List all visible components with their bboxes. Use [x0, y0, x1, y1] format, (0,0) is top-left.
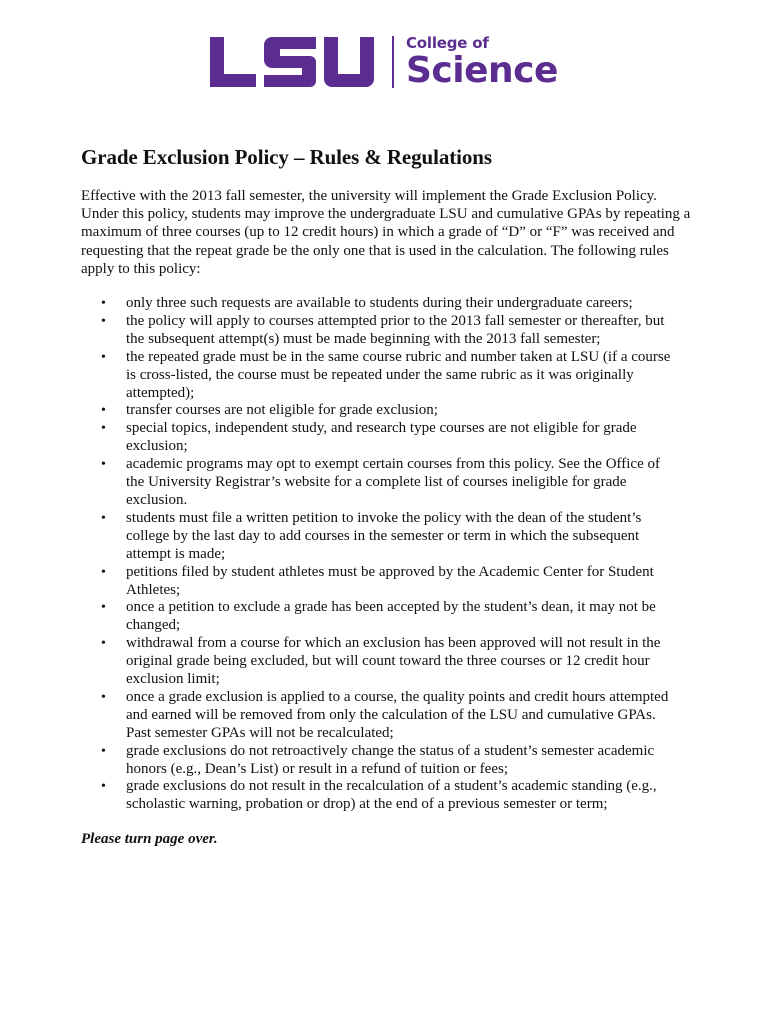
rule-text: the policy will apply to courses attempted prior to the 2013 fall semester or thereafter, but the subsequent attempt(s) must be made beginning with the 2013 fall semester;	[126, 312, 665, 347]
bullet-icon: •	[101, 403, 106, 419]
rule-item	[81, 456, 681, 510]
lsu-wordmark-logo	[210, 37, 374, 87]
rule-item	[81, 420, 681, 456]
bullet-icon: •	[101, 564, 106, 580]
rule-text: withdrawal from a course for which an exclusion has been approved will not result in the original grade being excluded, but will count toward the three courses or 12 credit hour exclusion limit;	[126, 635, 661, 688]
rule-text: grade exclusions do not retroactively change the status of a student’s semester academic honors (e.g., Dean’s List) or result in a refund of tuition or fees;	[126, 742, 655, 777]
bullet-icon: •	[101, 510, 106, 526]
rule-item	[81, 599, 681, 635]
rule-text: transfer courses are not eligible for grade exclusion;	[126, 402, 438, 419]
rule-item	[81, 349, 681, 403]
rules-list	[81, 295, 681, 814]
rule-item	[81, 564, 681, 600]
turn-page-note: Please turn page over.	[81, 831, 218, 847]
rule-text: grade exclusions do not result in the recalculation of a student’s academic standing (e.g., scholastic warning, probation or drop) at the end of a previous semester or term;	[126, 778, 657, 813]
lsu-college-of-science-logo	[210, 34, 558, 90]
rule-text: once a grade exclusion is applied to a course, the quality points and credit hours attempted and earned will be removed from only the calculation of the LSU and cumulative GPAs. Past semester GPAs will not be recalculated;	[126, 688, 669, 741]
rule-text: the repeated grade must be in the same course rubric and number taken at LSU (if a course is cross-listed, the course must be repeated under the same rubric as it was originally attempted);	[126, 348, 671, 401]
bullet-icon: •	[101, 313, 106, 329]
rule-text: special topics, independent study, and research type courses are not eligible for grade exclusion;	[126, 420, 637, 455]
rule-item	[81, 402, 681, 420]
bullet-icon: •	[101, 779, 106, 795]
bullet-icon: •	[101, 689, 106, 705]
logo-divider	[392, 36, 394, 88]
bullet-icon: •	[101, 349, 106, 365]
rule-item	[81, 295, 681, 313]
bullet-icon: •	[101, 457, 106, 473]
logo-text	[406, 33, 558, 91]
rule-item	[81, 689, 681, 743]
logo-science-label: Science	[406, 49, 558, 91]
rule-item	[81, 510, 681, 564]
bullet-icon: •	[101, 600, 106, 616]
document-title: Grade Exclusion Policy – Rules & Regulations	[81, 145, 492, 169]
rule-item	[81, 635, 681, 689]
bullet-icon: •	[101, 636, 106, 652]
rule-item	[81, 778, 681, 814]
rule-item	[81, 743, 681, 779]
logo-college-of-label: College of	[406, 33, 489, 52]
bullet-icon: •	[101, 421, 106, 437]
rule-text: petitions filed by student athletes must be approved by the Academic Center for Student Athletes;	[126, 563, 654, 598]
bullet-icon: •	[101, 743, 106, 759]
intro-paragraph: Effective with the 2013 fall semester, the university will implement the Grade Exclusion Policy. Under this policy, students may improve the undergraduate LSU and cumulative GPAs by repeating a maximum of three courses (up to 12 credit hours) in which a grade of “D” or “F” was received and requesting that the repeat grade be the only one that is used in the calculation. The following rules apply to this policy:	[81, 188, 691, 277]
rule-text: students must file a written petition to invoke the policy with the dean of the student’s college by the last day to add courses in the semester or term in which the subsequent attempt is made;	[126, 509, 642, 562]
bullet-icon: •	[101, 296, 106, 311]
rule-text: once a petition to exclude a grade has been accepted by the student’s dean, it may not be changed;	[126, 599, 656, 634]
rule-text: academic programs may opt to exempt certain courses from this policy. See the Office of the University Registrar’s website for a complete list of courses ineligible for grade exclusion.	[126, 456, 660, 508]
rule-text: only three such requests are available to students during their undergraduate careers;	[126, 295, 633, 311]
rule-item	[81, 313, 681, 349]
